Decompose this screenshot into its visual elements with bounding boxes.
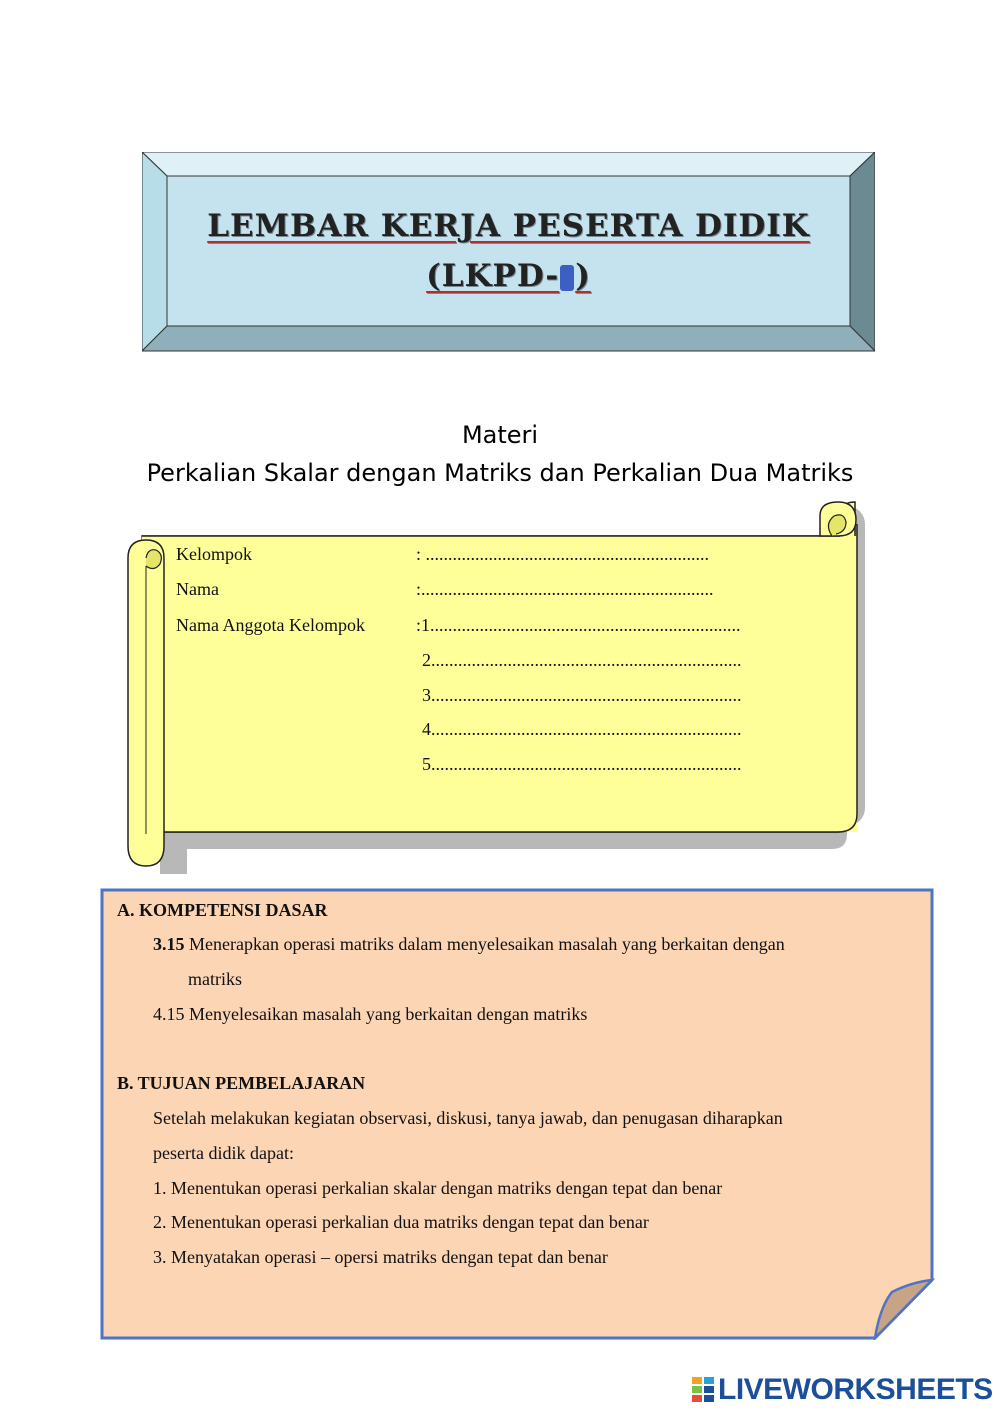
kompetensi-heading: A. KOMPETENSI DASAR <box>117 900 328 920</box>
kd-3-15 <box>153 934 785 955</box>
kelompok-field[interactable]: : ............................................................... <box>416 544 710 564</box>
title-line-1: LEMBAR KERJA PESERTA DIDIK <box>207 208 810 244</box>
liveworksheets-logo[interactable] <box>692 1375 993 1405</box>
tujuan-item-2: 2. Menentukan operasi perkalian dua matriks dengan tepat dan benar <box>153 1212 649 1232</box>
anggota-field-3[interactable]: 3..................................................................... <box>422 685 742 705</box>
kd-3-15-number: 3.15 <box>153 934 185 954</box>
title-line-2-prefix: (LKPD- <box>426 258 560 294</box>
title-line-2-suffix: ) <box>575 258 591 294</box>
materi-label: Materi <box>461 421 539 449</box>
tujuan-item-1: 1. Menentukan operasi perkalian skalar dengan matriks dengan tepat dan benar <box>153 1178 723 1198</box>
anggota-field-4[interactable]: 4..................................................................... <box>422 719 742 739</box>
anggota-field-5[interactable]: 5..................................................................... <box>422 754 742 774</box>
tujuan-intro-1: Setelah melakukan kegiatan observasi, diskusi, tanya jawab, dan penugasan diharapkan <box>153 1108 783 1128</box>
kelompok-label: Kelompok <box>176 544 252 564</box>
tujuan-intro-2: peserta didik dapat: <box>153 1143 294 1163</box>
lkpd-number-input[interactable] <box>560 265 574 291</box>
anggota-field-1[interactable]: :1..................................................................... <box>416 615 741 635</box>
materi-heading <box>0 416 1000 492</box>
anggota-label: Nama Anggota Kelompok <box>176 615 365 635</box>
materi-topic: Perkalian Skalar dengan Matriks dan Perkalian Dua Matriks <box>146 459 854 487</box>
anggota-field-2[interactable]: 2..................................................................... <box>422 650 742 670</box>
tujuan-item-3: 3. Menyatakan operasi – opersi matriks dengan tepat dan benar <box>153 1247 608 1267</box>
kd-3-15-text: Menerapkan operasi matriks dalam menyelesaikan masalah yang berkaitan dengan <box>184 934 785 954</box>
liveworksheets-logo-icon <box>692 1377 714 1403</box>
kd-4-15: 4.15 Menyelesaikan masalah yang berkaitan dengan matriks <box>153 1004 588 1024</box>
title-banner <box>142 152 875 352</box>
identity-scroll <box>120 494 870 874</box>
info-panel <box>100 887 935 1340</box>
page-title <box>167 176 850 326</box>
nama-field[interactable]: :................................................................. <box>416 579 714 599</box>
info-content <box>100 887 935 1340</box>
kd-3-15-continuation: matriks <box>188 969 242 989</box>
nama-label: Nama <box>176 579 219 599</box>
title-line-2 <box>426 251 591 301</box>
liveworksheets-logo-text: LIVEWORKSHEETS <box>718 1373 993 1406</box>
tujuan-heading: B. TUJUAN PEMBELAJARAN <box>117 1073 366 1093</box>
